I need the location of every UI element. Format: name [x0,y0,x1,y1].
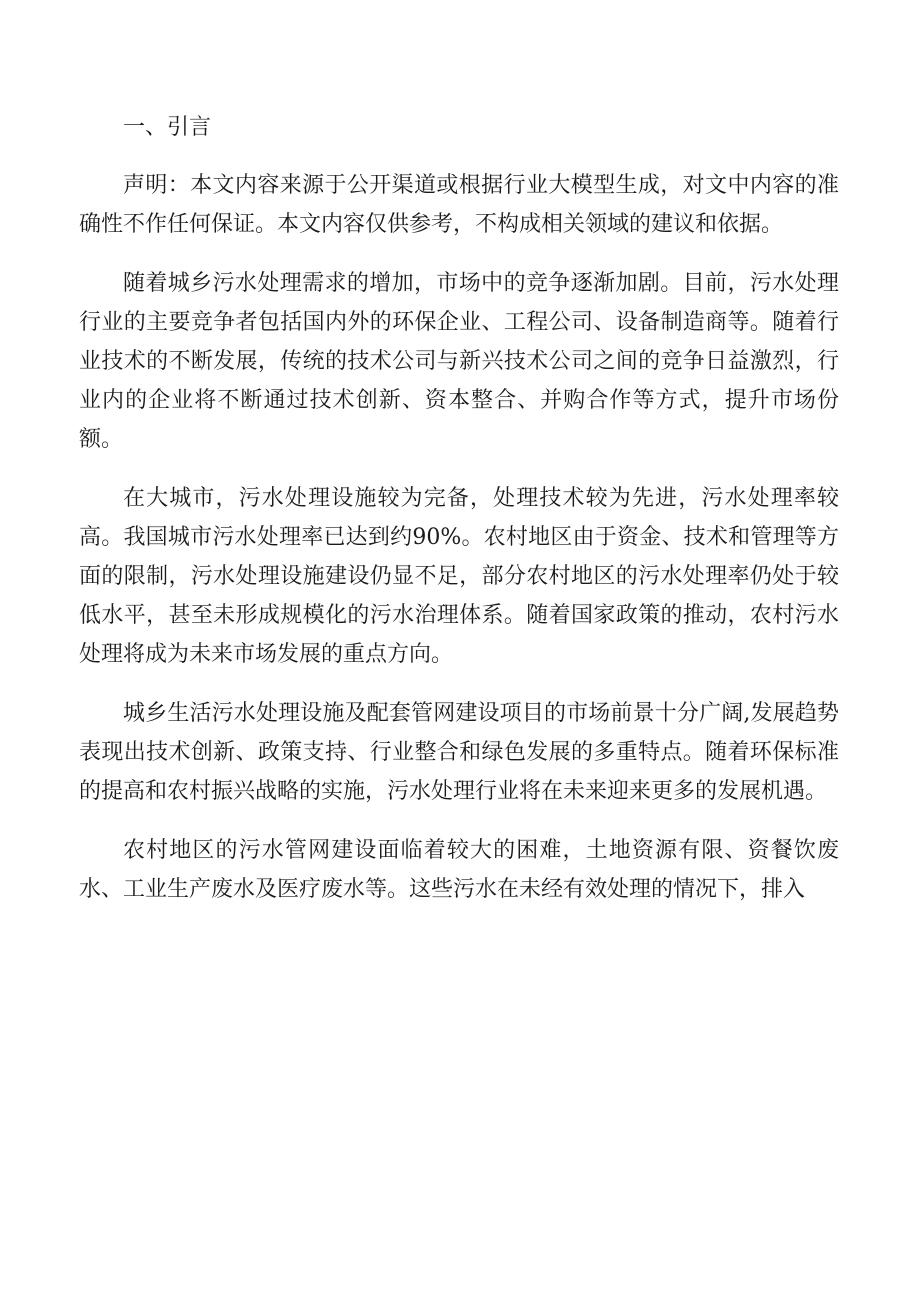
paragraph-competition: 随着城乡污水处理需求的增加，市场中的竞争逐渐加剧。目前，污水处理行业的主要竞争者包括国内外的环保企业、工程公司、设备制造商等。随着行业技术的不断发展，传统的技术公司与新兴技术公司之间的竞争日益激烈，行业内的企业将不断通过技术创新、资本整合、并购合作等方式，提升市场份额。 [79,271,839,452]
paragraph-outlook: 城乡生活污水处理设施及配套管网建设项目的市场前景十分广阔,发展趋势表现出技术创新、政策支持、行业整合和绿色发展的多重特点。随着环保标准的提高和农村振兴战略的实施，污水处理行业将在未来迎来更多的发展机遇。 [79,701,839,804]
paragraph-rural-pipeline: 农村地区的污水管网建设面临着较大的困难，土地资源有限、资餐饮废水、工业生产废水及医疗废水等。这些污水在未经有效处理的情况下，排入 [79,838,839,902]
section-heading: 一、引言 [123,115,212,140]
document-body [79,108,839,929]
paragraph-urban-rural: 在大城市，污水处理设施较为完备，处理技术较为先进，污水处理率较高。我国城市污水处理率已达到约90%。农村地区由于资金、技术和管理等方面的限制，污水处理设施建设仍显不足，部分农村地区的污水处理率仍处于较低水平，甚至未形成规模化的污水治理体系。随着国家政策的推动，农村污水处理将成为未来市场发展的重点方向。 [79,486,839,667]
paragraph-disclaimer: 声明：本文内容来源于公开渠道或根据行业大模型生成，对文中内容的准确性不作任何保证。本文内容仅供参考，不构成相关领域的建议和依据。 [79,173,839,237]
